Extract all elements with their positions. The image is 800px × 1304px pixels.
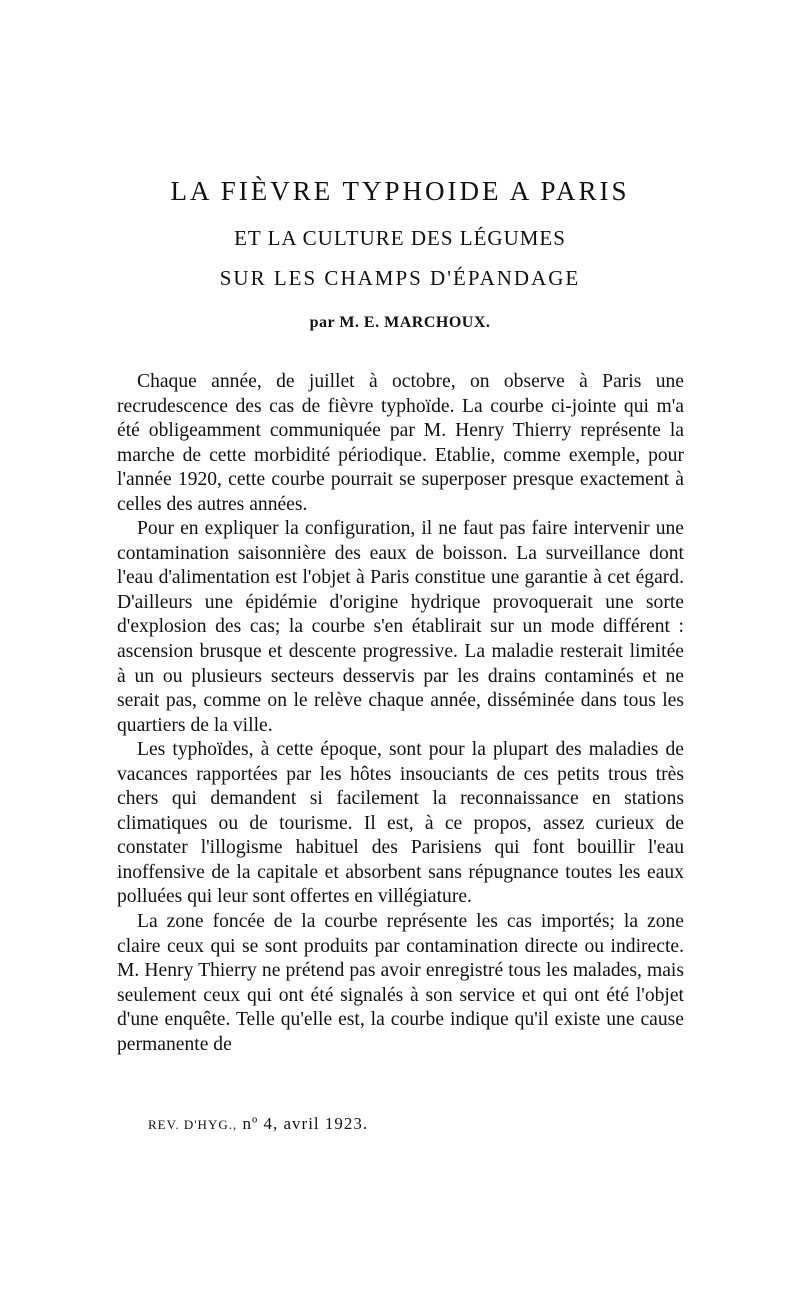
page-footer — [148, 1114, 368, 1134]
article-title-line-1: LA FIÈVRE TYPHOIDE A PARIS — [170, 176, 630, 206]
article-title-line-3: SUR LES CHAMPS D'ÉPANDAGE — [219, 266, 581, 290]
author-prefix: par — [309, 314, 335, 331]
paragraph-3: Les typhoïdes, à cette époque, sont pour la plupart des maladies de vacances rapportées par les hôtes insouciants de ces petits trous très chers qui demandent si facilement la reconnaissance en stations climatiques ou de tourisme. Il est, à ce propos, assez curieux de constater l'illogisme habituel des Parisiens qui font bouillir l'eau inoffensive de la capitale et absorbent sans répugnance toutes les eaux polluées qui leur sont offertes en villégiature. — [117, 739, 684, 908]
author-name: M. E. MARCHOUX. — [339, 314, 491, 331]
article-title-line-2: ET LA CULTURE DES LÉGUMES — [234, 226, 566, 250]
author-byline — [0, 314, 800, 332]
paragraph-4: La zone foncée de la courbe représente les cas importés; la zone claire ceux qui se sont produits par contamination directe ou indirecte. M. Henry Thierry ne prétend pas avoir enregistré tous les malades, mais seulement ceux qui ont été signalés à son service et qui ont été l'objet d'une enquête. Telle qu'elle est, la courbe indique qu'il existe une cause permanente de — [117, 911, 684, 1055]
paragraph-1: Chaque année, de juillet à octobre, on observe à Paris une recrudescence des cas de fièvre typhoïde. La courbe ci-jointe qui m'a été obligeamment communiquée par M. Henry Thierry représente la marche de cette morbidité périodique. Etablie, comme exemple, pour l'année 1920, cette courbe pourrait se superposer presque exactement à celles des autres années. — [117, 371, 684, 515]
article-body — [117, 370, 684, 1057]
paragraph-2: Pour en expliquer la configuration, il ne faut pas faire intervenir une contamination saisonnière des eaux de boisson. La surveillance dont l'eau d'alimentation est l'objet à Paris constitue une garantie à cet égard. D'ailleurs une épidémie d'origine hydrique provoquerait une sorte d'explosion des cas; la courbe s'en établirait sur un mode différent : ascension brusque et descente progressive. La maladie resterait limitée à un ou plusieurs secteurs desservis par les drains contaminés et ne serait pas, comme on le relève chaque année, disséminée dans tous les quartiers de la ville. — [117, 518, 684, 736]
issue-info: nº 4, avril 1923. — [242, 1114, 369, 1133]
journal-abbreviation: REV. D'HYG., — [148, 1117, 238, 1132]
